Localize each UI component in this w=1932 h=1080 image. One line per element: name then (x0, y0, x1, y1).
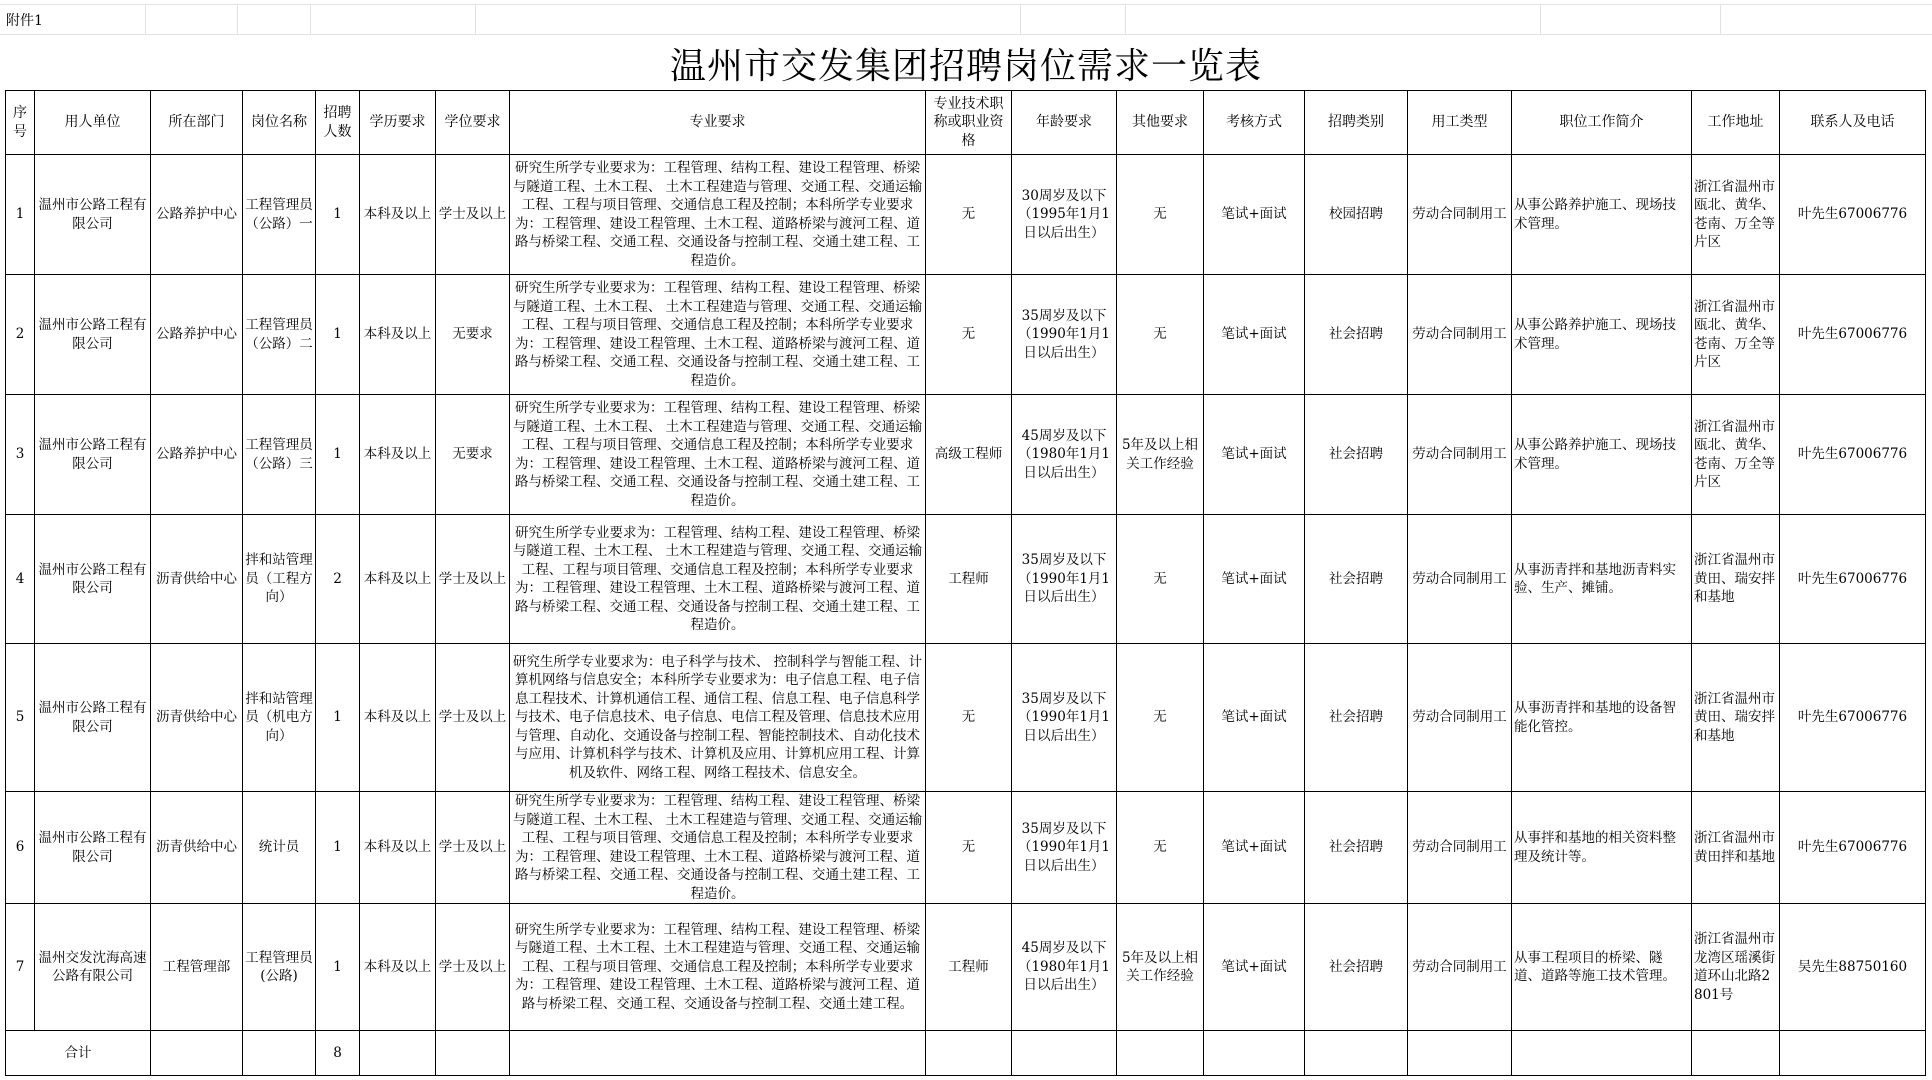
cell-other: 无 (1117, 644, 1204, 792)
cell-category: 社会招聘 (1305, 515, 1408, 644)
cell-major: 研究生所学专业要求为：工程管理、结构工程、建设工程管理、桥梁与隧道工程、土木工程、 土木工程建造与管理、交通工程、交通运输工程、工程与项目管理、交通信息工程及控制；本科所学专业要求为：工程管理、建设工程管理、土木工程、道路桥梁与渡河工程、道路与桥梁工程、交通工程、交通设备与控制工程、交通土建工程、工程造价。 (510, 792, 926, 904)
cell-title-req: 无 (926, 644, 1012, 792)
cell-edu: 本科及以上 (360, 792, 436, 904)
header-count: 招聘人数 (316, 91, 360, 155)
header-major: 专业要求 (510, 91, 926, 155)
empty-cell (1012, 1031, 1117, 1076)
cell-title-req: 无 (926, 792, 1012, 904)
cell-other: 5年及以上相关工作经验 (1117, 904, 1204, 1031)
cell-dept: 沥青供给中心 (151, 644, 243, 792)
cell-intro: 从事工程项目的桥梁、隧道、道路等施工技术管理。 (1512, 904, 1692, 1031)
cell-intro: 从事公路养护施工、现场技术管理。 (1512, 275, 1692, 395)
cell-unit: 温州市公路工程有限公司 (35, 515, 151, 644)
cell-exam: 笔试+面试 (1204, 275, 1305, 395)
cell-major: 研究生所学专业要求为：电子科学与技术、 控制科学与智能工程、计算机网络与信息安全；本科所学专业要求为：电子信息工程、电子信息工程技术、计算机通信工程、通信工程、信息工程、电子信息科学与技术、电子信息技术、电子信息、电信工程及管理、信息技术应用与管理、自动化、交通设备与控制工程、智能控制技术、自动化技术与应用、计算机科学与技术、计算机及应用、计算机应用工程、计算机及软件、网络工程、网络工程技术、信息安全。 (510, 644, 926, 792)
header-age: 年龄要求 (1012, 91, 1117, 155)
cell-title-req: 无 (926, 275, 1012, 395)
cell-unit: 温州交发沈海高速公路有限公司 (35, 904, 151, 1031)
cell-count: 2 (316, 515, 360, 644)
cell-emp-type: 劳动合同制用工 (1408, 155, 1512, 275)
cell-contact: 叶先生67006776 (1780, 515, 1926, 644)
cell-category: 社会招聘 (1305, 275, 1408, 395)
grid-line (237, 4, 238, 34)
header-position: 岗位名称 (243, 91, 316, 155)
table-row (6, 155, 1926, 275)
cell-exam: 笔试+面试 (1204, 644, 1305, 792)
header-row (6, 91, 1926, 155)
cell-edu: 本科及以上 (360, 515, 436, 644)
cell-edu: 本科及以上 (360, 395, 436, 515)
cell-intro: 从事拌和基地的相关资料整理及统计等。 (1512, 792, 1692, 904)
table-row (6, 792, 1926, 904)
cell-intro: 从事沥青拌和基地沥青料实验、生产、摊铺。 (1512, 515, 1692, 644)
cell-count: 1 (316, 792, 360, 904)
cell-dept: 工程管理部 (151, 904, 243, 1031)
cell-position: 工程管理员（公路）三 (243, 395, 316, 515)
empty-cell (1204, 1031, 1305, 1076)
cell-count: 1 (316, 644, 360, 792)
cell-dept: 沥青供给中心 (151, 515, 243, 644)
cell-dept: 沥青供给中心 (151, 792, 243, 904)
empty-cell (1305, 1031, 1408, 1076)
cell-emp-type: 劳动合同制用工 (1408, 395, 1512, 515)
grid-line (1020, 4, 1021, 34)
header-unit: 用人单位 (35, 91, 151, 155)
cell-edu: 本科及以上 (360, 155, 436, 275)
table-row (6, 904, 1926, 1031)
grid-line (1720, 4, 1721, 34)
empty-cell (360, 1031, 436, 1076)
empty-cell (436, 1031, 510, 1076)
cell-position: 工程管理员（公路）一 (243, 155, 316, 275)
cell-position: 统计员 (243, 792, 316, 904)
cell-intro: 从事公路养护施工、现场技术管理。 (1512, 395, 1692, 515)
cell-emp-type: 劳动合同制用工 (1408, 792, 1512, 904)
cell-unit: 温州市公路工程有限公司 (35, 792, 151, 904)
grid-line (310, 4, 311, 34)
cell-category: 社会招聘 (1305, 792, 1408, 904)
cell-degree: 学士及以上 (436, 792, 510, 904)
cell-title-req: 无 (926, 155, 1012, 275)
cell-count: 1 (316, 395, 360, 515)
grid-line (0, 4, 1932, 5)
table-row (6, 515, 1926, 644)
cell-address: 浙江省温州市瓯北、黄华、苍南、万全等片区 (1692, 155, 1780, 275)
cell-contact: 叶先生67006776 (1780, 275, 1926, 395)
cell-address: 浙江省温州市黄田、瑞安拌和基地 (1692, 515, 1780, 644)
cell-no: 6 (6, 792, 35, 904)
cell-unit: 温州市公路工程有限公司 (35, 395, 151, 515)
recruitment-table (5, 90, 1926, 1076)
header-category: 招聘类别 (1305, 91, 1408, 155)
cell-other: 5年及以上相关工作经验 (1117, 395, 1204, 515)
cell-contact: 叶先生67006776 (1780, 155, 1926, 275)
cell-emp-type: 劳动合同制用工 (1408, 644, 1512, 792)
cell-unit: 温州市公路工程有限公司 (35, 155, 151, 275)
cell-age: 30周岁及以下（1995年1月1日以后出生） (1012, 155, 1117, 275)
cell-other: 无 (1117, 792, 1204, 904)
cell-no: 2 (6, 275, 35, 395)
cell-title-req: 高级工程师 (926, 395, 1012, 515)
cell-major: 研究生所学专业要求为：工程管理、结构工程、建设工程管理、桥梁与隧道工程、土木工程、 土木工程建造与管理、交通工程、交通运输工程、工程与项目管理、交通信息工程及控制；本科所学专业要求为：工程管理、建设工程管理、土木工程、道路桥梁与渡河工程、道路与桥梁工程、交通工程、交通设备与控制工程、交通土建工程、工程造价。 (510, 275, 926, 395)
cell-position: 拌和站管理员（机电方向） (243, 644, 316, 792)
header-no: 序号 (6, 91, 35, 155)
sheet-title: 温州市交发集团招聘岗位需求一览表 (669, 46, 1262, 87)
empty-cell (926, 1031, 1012, 1076)
cell-position: 工程管理员（公路）二 (243, 275, 316, 395)
cell-unit: 温州市公路工程有限公司 (35, 644, 151, 792)
cell-exam: 笔试+面试 (1204, 155, 1305, 275)
cell-position: 工程管理员(公路) (243, 904, 316, 1031)
cell-major: 研究生所学专业要求为：工程管理、结构工程、建设工程管理、桥梁与隧道工程、土木工程、 土木工程建造与管理、交通工程、交通运输工程、工程与项目管理、交通信息工程及控制；本科所学专业要求为：工程管理、建设工程管理、土木工程、道路桥梁与渡河工程、道路与桥梁工程、交通工程、交通设备与控制工程、交通土建工程、工程造价。 (510, 155, 926, 275)
cell-no: 1 (6, 155, 35, 275)
cell-emp-type: 劳动合同制用工 (1408, 515, 1512, 644)
cell-contact: 叶先生67006776 (1780, 644, 1926, 792)
total-count: 8 (316, 1031, 360, 1076)
cell-position: 拌和站管理员（工程方向） (243, 515, 316, 644)
header-edu: 学历要求 (360, 91, 436, 155)
cell-major: 研究生所学专业要求为：工程管理、结构工程、建设工程管理、桥梁与隧道工程、土木工程、 土木工程建造与管理、交通工程、交通运输工程、工程与项目管理、交通信息工程及控制；本科所学专业要求为：工程管理、建设工程管理、土木工程、道路桥梁与渡河工程、道路与桥梁工程、交通工程、交通设备与控制工程、交通土建工程、工程造价。 (510, 395, 926, 515)
cell-exam: 笔试+面试 (1204, 792, 1305, 904)
cell-contact: 叶先生67006776 (1780, 395, 1926, 515)
header-address: 工作地址 (1692, 91, 1780, 155)
cell-other: 无 (1117, 275, 1204, 395)
cell-no: 5 (6, 644, 35, 792)
cell-intro: 从事沥青拌和基地的设备智能化管控。 (1512, 644, 1692, 792)
header-contact: 联系人及电话 (1780, 91, 1926, 155)
empty-cell (1692, 1031, 1780, 1076)
empty-cell (1780, 1031, 1926, 1076)
cell-major: 研究生所学专业要求为：工程管理、结构工程、建设工程管理、桥梁与隧道工程、土木工程、土木工程建造与管理、交通工程、交通运输工程、工程与项目管理、交通信息工程及控制；本科所学专业要求为：工程管理、建设工程管理、土木工程、道路桥梁与渡河工程、道路与桥梁工程、交通工程、交通设备与控制工程、交通土建工程。 (510, 904, 926, 1031)
cell-contact: 吴先生88750160 (1780, 904, 1926, 1031)
cell-edu: 本科及以上 (360, 275, 436, 395)
cell-exam: 笔试+面试 (1204, 395, 1305, 515)
cell-count: 1 (316, 904, 360, 1031)
cell-degree: 学士及以上 (436, 644, 510, 792)
cell-age: 45周岁及以下（1980年1月1日以后出生） (1012, 395, 1117, 515)
cell-address: 浙江省温州市瓯北、黄华、苍南、万全等片区 (1692, 275, 1780, 395)
empty-cell (1117, 1031, 1204, 1076)
empty-cell (1408, 1031, 1512, 1076)
cell-address: 浙江省温州市黄田、瑞安拌和基地 (1692, 644, 1780, 792)
header-degree: 学位要求 (436, 91, 510, 155)
cell-major: 研究生所学专业要求为：工程管理、结构工程、建设工程管理、桥梁与隧道工程、土木工程、 土木工程建造与管理、交通工程、交通运输工程、工程与项目管理、交通信息工程及控制；本科所学专业要求为：工程管理、建设工程管理、土木工程、道路桥梁与渡河工程、道路与桥梁工程、交通工程、交通设备与控制工程、交通土建工程、工程造价。 (510, 515, 926, 644)
cell-dept: 公路养护中心 (151, 395, 243, 515)
cell-age: 35周岁及以下（1990年1月1日以后出生） (1012, 275, 1117, 395)
cell-emp-type: 劳动合同制用工 (1408, 275, 1512, 395)
cell-category: 社会招聘 (1305, 904, 1408, 1031)
cell-contact: 叶先生67006776 (1780, 792, 1926, 904)
cell-degree: 无要求 (436, 275, 510, 395)
cell-other: 无 (1117, 155, 1204, 275)
cell-address: 浙江省温州市黄田拌和基地 (1692, 792, 1780, 904)
cell-exam: 笔试+面试 (1204, 904, 1305, 1031)
empty-cell (510, 1031, 926, 1076)
grid-line (0, 34, 1932, 35)
cell-unit: 温州市公路工程有限公司 (35, 275, 151, 395)
header-dept: 所在部门 (151, 91, 243, 155)
grid-line (145, 4, 146, 34)
table-row (6, 275, 1926, 395)
cell-category: 校园招聘 (1305, 155, 1408, 275)
header-other: 其他要求 (1117, 91, 1204, 155)
total-row (6, 1031, 1926, 1076)
empty-cell (151, 1031, 243, 1076)
cell-address: 浙江省温州市瓯北、黄华、苍南、万全等片区 (1692, 395, 1780, 515)
cell-exam: 笔试+面试 (1204, 515, 1305, 644)
cell-degree: 学士及以上 (436, 515, 510, 644)
cell-edu: 本科及以上 (360, 904, 436, 1031)
cell-category: 社会招聘 (1305, 395, 1408, 515)
header-intro: 职位工作简介 (1512, 91, 1692, 155)
cell-intro: 从事公路养护施工、现场技术管理。 (1512, 155, 1692, 275)
cell-address: 浙江省温州市龙湾区瑶溪街道环山北路2801号 (1692, 904, 1780, 1031)
cell-no: 3 (6, 395, 35, 515)
cell-category: 社会招聘 (1305, 644, 1408, 792)
total-label: 合计 (6, 1031, 151, 1076)
empty-cell (1512, 1031, 1692, 1076)
cell-age: 35周岁及以下（1990年1月1日以后出生） (1012, 792, 1117, 904)
cell-emp-type: 劳动合同制用工 (1408, 904, 1512, 1031)
grid-line (1540, 4, 1541, 34)
cell-title-req: 工程师 (926, 515, 1012, 644)
cell-no: 4 (6, 515, 35, 644)
empty-cell (243, 1031, 316, 1076)
cell-age: 35周岁及以下（1990年1月1日以后出生） (1012, 515, 1117, 644)
cell-age: 45周岁及以下（1980年1月1日以后出生） (1012, 904, 1117, 1031)
cell-dept: 公路养护中心 (151, 155, 243, 275)
table-row (6, 395, 1926, 515)
cell-degree: 无要求 (436, 395, 510, 515)
cell-degree: 学士及以上 (436, 155, 510, 275)
grid-line (1125, 4, 1126, 34)
cell-count: 1 (316, 155, 360, 275)
cell-dept: 公路养护中心 (151, 275, 243, 395)
cell-title-req: 工程师 (926, 904, 1012, 1031)
header-title-req: 专业技术职称或职业资格 (926, 91, 1012, 155)
cell-other: 无 (1117, 515, 1204, 644)
grid-line (475, 4, 476, 34)
attachment-label: 附件1 (6, 13, 43, 29)
cell-edu: 本科及以上 (360, 644, 436, 792)
cell-degree: 学士及以上 (436, 904, 510, 1031)
cell-no: 7 (6, 904, 35, 1031)
header-emp-type: 用工类型 (1408, 91, 1512, 155)
table-row (6, 644, 1926, 792)
cell-count: 1 (316, 275, 360, 395)
cell-age: 35周岁及以下（1990年1月1日以后出生） (1012, 644, 1117, 792)
header-exam: 考核方式 (1204, 91, 1305, 155)
